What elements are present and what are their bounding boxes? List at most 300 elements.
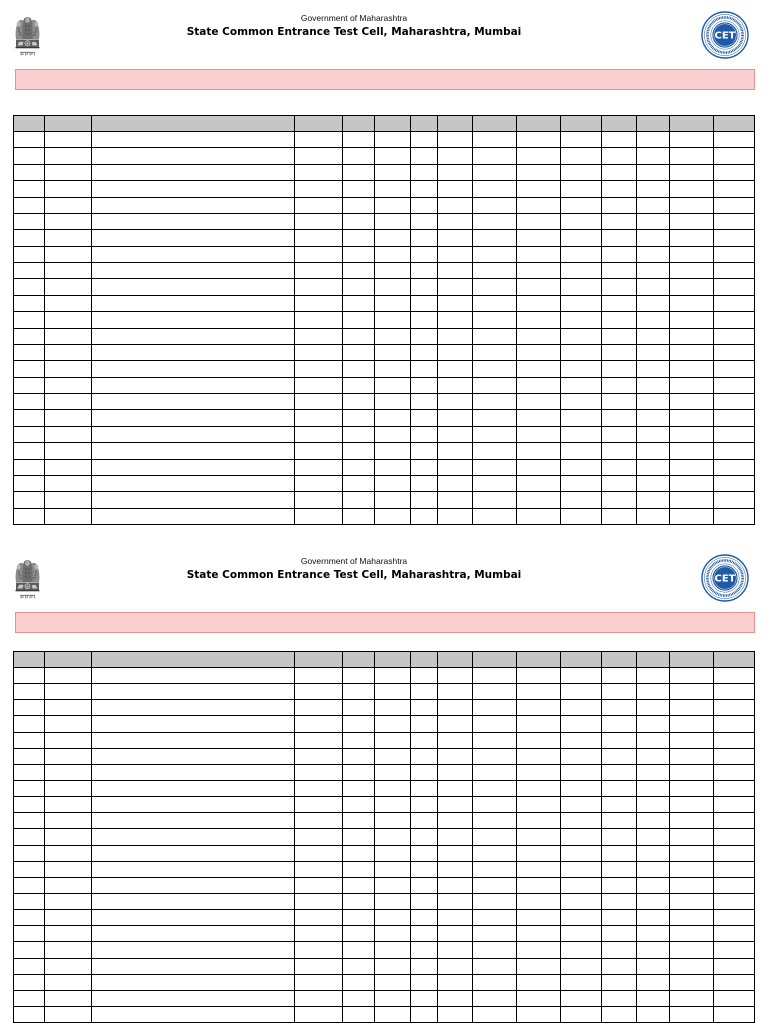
table-cell [517,684,561,700]
table-cell [561,894,602,910]
table-cell [637,230,670,246]
table-cell [517,975,561,991]
table-cell [517,296,561,312]
table-cell [714,492,755,508]
table-cell [343,846,375,862]
table-cell [602,926,637,942]
table-header-cell [438,652,473,668]
table-cell [45,181,92,197]
table-cell [473,427,517,443]
table-cell [602,894,637,910]
table-cell [295,148,343,164]
table-cell [670,765,714,781]
table-cell [602,279,637,295]
table-cell [92,148,295,164]
table-cell [14,765,45,781]
table-cell [517,797,561,813]
cet-logo-icon [701,554,749,602]
table-cell [343,1007,375,1023]
table-cell [517,312,561,328]
table-cell [295,878,343,894]
table-header-cell [714,116,755,132]
table-cell [517,942,561,958]
table-cell [375,668,411,684]
table-cell [670,716,714,732]
table-cell [473,1007,517,1023]
table-cell [343,862,375,878]
table-cell [473,443,517,459]
table-cell [438,279,473,295]
table-cell [714,165,755,181]
table-cell [92,214,295,230]
table-cell [473,165,517,181]
table-cell [411,716,438,732]
table-cell [411,765,438,781]
table-cell [517,165,561,181]
table-cell [517,247,561,263]
table-cell [561,279,602,295]
table-cell [295,668,343,684]
table-cell [517,460,561,476]
table-cell [375,797,411,813]
table-cell [343,910,375,926]
table-cell [92,132,295,148]
table-cell [670,926,714,942]
table-cell [295,279,343,295]
table-cell [438,460,473,476]
table-cell [517,910,561,926]
emblem-motto-lettering [20,52,35,55]
table-cell [438,263,473,279]
table-cell [45,443,92,459]
table-cell [92,443,295,459]
table-cell [438,1007,473,1023]
table-cell [438,942,473,958]
table-cell [45,230,92,246]
table-cell [343,476,375,492]
table-cell [343,700,375,716]
emblem-motto-lettering [20,595,35,598]
table-cell [45,829,92,845]
table-cell [92,181,295,197]
table-cell [438,181,473,197]
table-cell [438,959,473,975]
table-cell [714,509,755,525]
table-cell [411,492,438,508]
table-header-cell [375,116,411,132]
table-cell [92,279,295,295]
table-cell [714,733,755,749]
table-cell [343,797,375,813]
table-cell [375,165,411,181]
table-cell [602,296,637,312]
table-cell [561,361,602,377]
table-cell [517,476,561,492]
table-cell [295,345,343,361]
table-cell [375,1007,411,1023]
table-cell [438,148,473,164]
table-cell [295,378,343,394]
table-cell [295,846,343,862]
table-cell [670,813,714,829]
table-cell [14,668,45,684]
table-cell [602,230,637,246]
table-cell [561,684,602,700]
table-cell [92,296,295,312]
table-cell [714,230,755,246]
table-cell [343,378,375,394]
table-cell [92,394,295,410]
cet-logo-icon [701,11,749,59]
table-cell [637,797,670,813]
table-cell [438,361,473,377]
table-cell [375,926,411,942]
table-cell [670,684,714,700]
table-cell [714,361,755,377]
table-cell [411,214,438,230]
table-cell [670,181,714,197]
table-cell [375,700,411,716]
table-cell [714,1007,755,1023]
table-cell [14,991,45,1007]
government-label: Government of Maharashtra [300,556,408,566]
table-cell [602,329,637,345]
table-cell [670,975,714,991]
table-cell [561,394,602,410]
table-cell [45,410,92,426]
table-cell [602,749,637,765]
table-cell [411,813,438,829]
table-cell [473,910,517,926]
table-cell [14,910,45,926]
table-cell [517,279,561,295]
table-cell [637,148,670,164]
table-cell [670,165,714,181]
table-cell [295,797,343,813]
table-cell [714,263,755,279]
table-cell [45,926,92,942]
table-cell [438,797,473,813]
table-cell [438,476,473,492]
table-cell [343,427,375,443]
table-cell [602,345,637,361]
table-cell [343,492,375,508]
table-cell [411,378,438,394]
table-cell [714,279,755,295]
table-cell [517,263,561,279]
table-cell [473,492,517,508]
table-cell [411,230,438,246]
table-cell [45,361,92,377]
table-cell [517,700,561,716]
table-cell [45,862,92,878]
table-cell [602,781,637,797]
table-cell [561,846,602,862]
table-cell [411,1007,438,1023]
table-cell [602,132,637,148]
table-cell [375,684,411,700]
table-cell [45,312,92,328]
table-cell [473,230,517,246]
table-header-cell [517,116,561,132]
table-cell [295,991,343,1007]
table-cell [295,247,343,263]
table-cell [295,942,343,958]
table-cell [473,296,517,312]
table-cell [343,410,375,426]
data-table [13,115,755,525]
table-cell [473,198,517,214]
table-cell [14,247,45,263]
table-cell [45,492,92,508]
table-cell [14,198,45,214]
table-cell [637,894,670,910]
table-cell [295,509,343,525]
table-cell [637,263,670,279]
table-header-cell [473,652,517,668]
table-cell [295,716,343,732]
table-cell [561,829,602,845]
table-cell [473,846,517,862]
table-cell [14,148,45,164]
table-cell [561,230,602,246]
table-cell [602,1007,637,1023]
table-cell [343,975,375,991]
table-cell [473,476,517,492]
table-cell [561,509,602,525]
table-cell [14,443,45,459]
table-cell [517,345,561,361]
table-cell [561,410,602,426]
table-cell [714,378,755,394]
table-cell [438,910,473,926]
table-cell [92,781,295,797]
table-cell [411,345,438,361]
table-cell [602,959,637,975]
table-cell [561,263,602,279]
table-cell [517,813,561,829]
emblem-lions [16,560,40,582]
emblem-abacus [16,583,40,592]
table-cell [561,813,602,829]
table-cell [343,991,375,1007]
table-cell [438,296,473,312]
table-cell [714,443,755,459]
table-cell [637,975,670,991]
table-cell [473,765,517,781]
table-cell [411,329,438,345]
table-cell [473,959,517,975]
table-cell [473,700,517,716]
table-cell [14,781,45,797]
table-cell [411,668,438,684]
table-cell [637,443,670,459]
table-cell [375,132,411,148]
table-cell [375,460,411,476]
table-cell [517,1007,561,1023]
table-cell [473,329,517,345]
table-header-cell [14,116,45,132]
table-cell [561,942,602,958]
table-cell [14,214,45,230]
table-cell [411,165,438,181]
table-header-cell [438,116,473,132]
table-cell [295,959,343,975]
table-cell [637,198,670,214]
table-cell [473,668,517,684]
table-cell [670,230,714,246]
table-cell [14,410,45,426]
table-cell [14,230,45,246]
table-cell [438,247,473,263]
cet-logo-graphic [701,11,749,59]
table-cell [411,991,438,1007]
table-cell [14,894,45,910]
table-cell [14,460,45,476]
table-cell [295,181,343,197]
table-cell [714,829,755,845]
table-cell [637,132,670,148]
table-cell [438,684,473,700]
table-cell [45,509,92,525]
table-cell [343,749,375,765]
form-banner [15,612,755,633]
table-cell [92,668,295,684]
table-cell [473,247,517,263]
table-cell [637,181,670,197]
table-cell [45,247,92,263]
table-cell [295,975,343,991]
table-cell [411,460,438,476]
table-cell [411,684,438,700]
table-header-cell [411,116,438,132]
table-cell [92,846,295,862]
table-cell [517,410,561,426]
table-cell [714,410,755,426]
table-cell [637,846,670,862]
table-cell [438,329,473,345]
table-cell [637,991,670,1007]
table-cell [714,198,755,214]
table-cell [411,263,438,279]
table-cell [411,733,438,749]
table-cell [561,668,602,684]
table-cell [45,894,92,910]
table-header-cell [92,652,295,668]
table-cell [14,749,45,765]
table-cell [343,765,375,781]
table-cell [375,443,411,459]
table-cell [343,329,375,345]
table-cell [14,394,45,410]
table-cell [637,878,670,894]
table-header-cell [473,116,517,132]
table-cell [375,733,411,749]
table-cell [375,296,411,312]
table-cell [45,942,92,958]
table-cell [602,148,637,164]
table-cell [473,749,517,765]
table-cell [295,749,343,765]
table-cell [670,443,714,459]
table-header-cell [561,116,602,132]
table-cell [714,394,755,410]
table-header-cell [517,652,561,668]
form-banner [15,69,755,90]
table-cell [438,165,473,181]
table-cell [473,926,517,942]
emblem-abacus [16,40,40,49]
table-cell [561,700,602,716]
table-cell [92,797,295,813]
table-cell [343,263,375,279]
table-cell [295,910,343,926]
table-cell [45,910,92,926]
table-cell [637,247,670,263]
table-cell [92,198,295,214]
table-cell [45,991,92,1007]
table-cell [295,132,343,148]
table-header-cell [14,652,45,668]
table-cell [517,716,561,732]
table-cell [517,443,561,459]
table-cell [473,509,517,525]
table-cell [602,410,637,426]
table-cell [411,894,438,910]
table-cell [670,942,714,958]
table-cell [561,991,602,1007]
table-cell [637,460,670,476]
table-cell [517,862,561,878]
table-cell [714,813,755,829]
table-cell [637,1007,670,1023]
table-header-cell [561,652,602,668]
table-cell [45,378,92,394]
table-cell [473,829,517,845]
table-cell [45,329,92,345]
table-cell [343,443,375,459]
table-header-cell [602,116,637,132]
table-cell [14,846,45,862]
table-cell [561,132,602,148]
table-cell [14,296,45,312]
table-cell [670,345,714,361]
table-cell [637,361,670,377]
table-cell [375,781,411,797]
table-cell [561,476,602,492]
table-cell [375,345,411,361]
table-cell [602,975,637,991]
table-cell [602,733,637,749]
table-cell [602,198,637,214]
table-cell [375,975,411,991]
table-cell [375,878,411,894]
table-cell [375,959,411,975]
table-cell [14,862,45,878]
table-cell [14,361,45,377]
table-cell [714,878,755,894]
table-cell [714,684,755,700]
table-cell [92,509,295,525]
table-cell [637,427,670,443]
table-cell [714,296,755,312]
table-cell [438,394,473,410]
table-cell [670,410,714,426]
table-cell [295,296,343,312]
table-cell [14,716,45,732]
table-cell [561,148,602,164]
table-cell [295,230,343,246]
